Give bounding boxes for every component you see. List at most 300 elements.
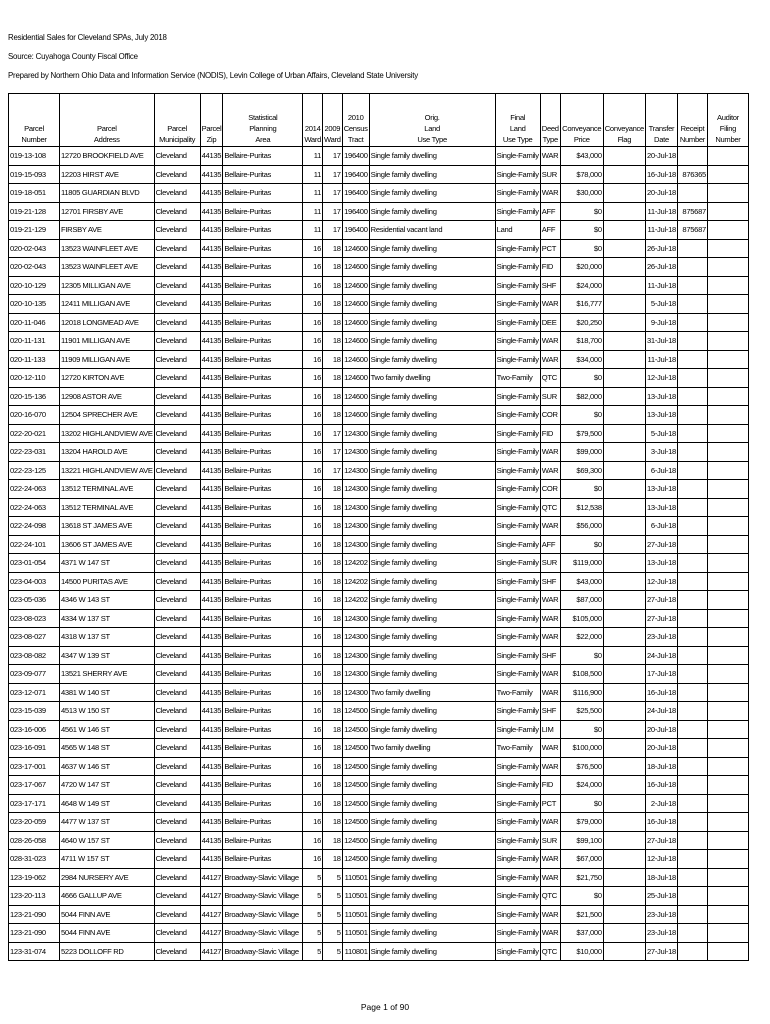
column-header-orig-land-use	[369, 94, 495, 114]
cell-conveyance-price: $100,000	[560, 739, 603, 758]
column-header-transfer-date	[645, 113, 677, 124]
cell-parcel-address: 13204 HAROLD AVE	[60, 443, 155, 462]
table-row	[9, 350, 749, 369]
cell-ward-2009: 18	[323, 276, 343, 295]
cell-parcel-number: 019-18-051	[9, 184, 60, 203]
cell-parcel-number: 020-11-046	[9, 313, 60, 332]
cell-ward-2014: 5	[303, 905, 323, 924]
cell-ward-2014: 16	[303, 498, 323, 517]
cell-planning-area: Bellaire-Puritas	[223, 184, 303, 203]
cell-census-tract: 110501	[342, 887, 369, 906]
column-header-receipt-number	[677, 94, 707, 114]
cell-conveyance-flag	[603, 702, 645, 721]
cell-census-tract: 124500	[342, 720, 369, 739]
cell-deed-type: LIM	[540, 720, 560, 739]
cell-parcel-address: 12504 SPRECHER AVE	[60, 406, 155, 425]
cell-parcel-address: 4477 W 137 ST	[60, 813, 155, 832]
cell-planning-area: Bellaire-Puritas	[223, 498, 303, 517]
header-row	[9, 135, 749, 147]
cell-ward-2014: 16	[303, 443, 323, 462]
cell-parcel-municipality: Cleveland	[154, 369, 200, 388]
cell-planning-area: Bellaire-Puritas	[223, 535, 303, 554]
cell-planning-area: Bellaire-Puritas	[223, 591, 303, 610]
cell-parcel-municipality: Cleveland	[154, 757, 200, 776]
cell-deed-type: WAR	[540, 868, 560, 887]
cell-ward-2009: 18	[323, 720, 343, 739]
cell-receipt-number	[677, 517, 707, 536]
cell-orig-land-use: Single family dwelling	[369, 850, 495, 869]
cell-receipt-number	[677, 887, 707, 906]
table-row	[9, 184, 749, 203]
cell-conveyance-flag	[603, 480, 645, 499]
cell-final-land-use: Single-Family	[495, 831, 540, 850]
cell-deed-type: WAR	[540, 350, 560, 369]
column-header-conveyance-price	[560, 113, 603, 124]
column-header-transfer-date: Transfer	[645, 124, 677, 135]
cell-deed-type: WAR	[540, 147, 560, 166]
column-header-final-land-use: Land	[495, 124, 540, 135]
cell-final-land-use: Single-Family	[495, 202, 540, 221]
cell-ward-2009: 18	[323, 609, 343, 628]
cell-planning-area: Bellaire-Puritas	[223, 332, 303, 351]
cell-conveyance-flag	[603, 905, 645, 924]
cell-conveyance-price: $0	[560, 369, 603, 388]
column-header-final-land-use: Use Type	[495, 135, 540, 147]
cell-transfer-date: 13-Jul-18	[645, 387, 677, 406]
cell-parcel-municipality: Cleveland	[154, 498, 200, 517]
cell-transfer-date: 20-Jul-18	[645, 739, 677, 758]
cell-parcel-zip: 44135	[200, 517, 223, 536]
report-title: Residential Sales for Cleveland SPAs, July 2018	[8, 32, 167, 42]
cell-planning-area: Bellaire-Puritas	[223, 350, 303, 369]
cell-auditor-filing-number	[707, 609, 748, 628]
cell-receipt-number	[677, 572, 707, 591]
cell-parcel-address: 4347 W 139 ST	[60, 646, 155, 665]
column-header-conveyance-flag: Conveyance	[604, 124, 644, 133]
cell-parcel-address: 4648 W 149 ST	[60, 794, 155, 813]
cell-ward-2014: 16	[303, 572, 323, 591]
cell-parcel-number: 123-31-074	[9, 942, 60, 961]
cell-census-tract: 124500	[342, 757, 369, 776]
cell-transfer-date: 24-Jul-18	[645, 646, 677, 665]
column-header-deed-type	[540, 94, 560, 114]
cell-orig-land-use: Single family dwelling	[369, 591, 495, 610]
cell-receipt-number	[677, 702, 707, 721]
cell-transfer-date: 11-Jul-18	[645, 221, 677, 240]
table-row	[9, 369, 749, 388]
cell-receipt-number	[677, 258, 707, 277]
cell-conveyance-price: $22,000	[560, 628, 603, 647]
cell-orig-land-use: Single family dwelling	[369, 776, 495, 795]
cell-auditor-filing-number	[707, 794, 748, 813]
cell-census-tract: 110501	[342, 905, 369, 924]
cell-transfer-date: 27-Jul-18	[645, 609, 677, 628]
cell-final-land-use: Single-Family	[495, 498, 540, 517]
cell-planning-area: Bellaire-Puritas	[223, 165, 303, 184]
cell-final-land-use: Single-Family	[495, 461, 540, 480]
cell-parcel-address: 4381 W 140 ST	[60, 683, 155, 702]
cell-final-land-use: Single-Family	[495, 535, 540, 554]
cell-parcel-zip: 44135	[200, 591, 223, 610]
cell-deed-type: WAR	[540, 295, 560, 314]
cell-conveyance-price: $0	[560, 202, 603, 221]
cell-final-land-use: Single-Family	[495, 165, 540, 184]
column-header-parcel-address: Parcel	[60, 124, 155, 135]
cell-auditor-filing-number	[707, 535, 748, 554]
cell-planning-area: Bellaire-Puritas	[223, 276, 303, 295]
cell-receipt-number	[677, 757, 707, 776]
cell-ward-2014: 16	[303, 683, 323, 702]
cell-parcel-number: 123-21-090	[9, 924, 60, 943]
column-header-deed-type	[540, 113, 560, 124]
cell-planning-area: Bellaire-Puritas	[223, 221, 303, 240]
cell-parcel-zip: 44135	[200, 850, 223, 869]
cell-auditor-filing-number	[707, 757, 748, 776]
page-number: Page 1 of 90	[360, 1002, 410, 1012]
cell-planning-area: Bellaire-Puritas	[223, 572, 303, 591]
cell-conveyance-flag	[603, 498, 645, 517]
cell-conveyance-flag	[603, 628, 645, 647]
cell-deed-type: WAR	[540, 184, 560, 203]
cell-conveyance-price: $76,500	[560, 757, 603, 776]
cell-parcel-number: 020-10-135	[9, 295, 60, 314]
column-header-deed-type: Deed	[541, 124, 559, 133]
cell-ward-2014: 16	[303, 646, 323, 665]
cell-conveyance-flag	[603, 295, 645, 314]
cell-orig-land-use: Single family dwelling	[369, 535, 495, 554]
cell-orig-land-use: Single family dwelling	[369, 813, 495, 832]
cell-parcel-address: 4371 W 147 ST	[60, 554, 155, 573]
cell-auditor-filing-number	[707, 350, 748, 369]
cell-ward-2014: 16	[303, 480, 323, 499]
cell-deed-type: WAR	[540, 591, 560, 610]
cell-orig-land-use: Single family dwelling	[369, 480, 495, 499]
cell-conveyance-price: $99,100	[560, 831, 603, 850]
table-row	[9, 480, 749, 499]
column-header-parcel-zip: Zip	[200, 135, 223, 147]
cell-deed-type: SHF	[540, 646, 560, 665]
cell-ward-2009: 18	[323, 313, 343, 332]
cell-conveyance-flag	[603, 147, 645, 166]
column-header-ward-2009	[323, 94, 343, 114]
table-row	[9, 850, 749, 869]
table-row	[9, 665, 749, 684]
cell-parcel-municipality: Cleveland	[154, 517, 200, 536]
cell-deed-type: WAR	[540, 905, 560, 924]
cell-planning-area: Bellaire-Puritas	[223, 258, 303, 277]
cell-census-tract: 124600	[342, 295, 369, 314]
cell-planning-area: Bellaire-Puritas	[223, 480, 303, 499]
cell-receipt-number	[677, 498, 707, 517]
cell-planning-area: Bellaire-Puritas	[223, 609, 303, 628]
cell-orig-land-use: Single family dwelling	[369, 665, 495, 684]
cell-parcel-municipality: Cleveland	[154, 887, 200, 906]
cell-parcel-municipality: Cleveland	[154, 350, 200, 369]
cell-parcel-address: 4318 W 137 ST	[60, 628, 155, 647]
cell-conveyance-price: $20,000	[560, 258, 603, 277]
cell-auditor-filing-number	[707, 295, 748, 314]
cell-parcel-number: 023-01-054	[9, 554, 60, 573]
cell-conveyance-price: $43,000	[560, 147, 603, 166]
cell-ward-2014: 16	[303, 776, 323, 795]
column-header-final-land-use: Final	[495, 113, 540, 124]
cell-conveyance-flag	[603, 258, 645, 277]
cell-parcel-municipality: Cleveland	[154, 443, 200, 462]
cell-receipt-number	[677, 313, 707, 332]
column-header-orig-land-use: Land	[369, 124, 495, 135]
cell-orig-land-use: Single family dwelling	[369, 942, 495, 961]
cell-ward-2014: 16	[303, 831, 323, 850]
column-header-receipt-number: Receipt	[677, 124, 707, 135]
cell-conveyance-flag	[603, 313, 645, 332]
cell-conveyance-flag	[603, 683, 645, 702]
cell-final-land-use: Single-Family	[495, 850, 540, 869]
cell-ward-2014: 16	[303, 628, 323, 647]
cell-deed-type: SUR	[540, 165, 560, 184]
cell-ward-2009: 18	[323, 683, 343, 702]
cell-deed-type: WAR	[540, 517, 560, 536]
cell-ward-2014: 16	[303, 609, 323, 628]
column-header-transfer-date: Date	[645, 135, 677, 147]
table-row	[9, 757, 749, 776]
cell-conveyance-price: $0	[560, 887, 603, 906]
table-row	[9, 202, 749, 221]
cell-parcel-number: 123-20-113	[9, 887, 60, 906]
cell-auditor-filing-number	[707, 424, 748, 443]
cell-census-tract: 124202	[342, 572, 369, 591]
cell-final-land-use: Single-Family	[495, 609, 540, 628]
cell-final-land-use: Single-Family	[495, 591, 540, 610]
cell-planning-area: Bellaire-Puritas	[223, 794, 303, 813]
table-row	[9, 387, 749, 406]
cell-auditor-filing-number	[707, 776, 748, 795]
cell-final-land-use: Two-Family	[495, 683, 540, 702]
cell-receipt-number	[677, 942, 707, 961]
cell-parcel-number: 022-24-101	[9, 535, 60, 554]
cell-orig-land-use: Single family dwelling	[369, 572, 495, 591]
table-row	[9, 942, 749, 961]
cell-parcel-municipality: Cleveland	[154, 535, 200, 554]
cell-parcel-address: 4637 W 146 ST	[60, 757, 155, 776]
cell-parcel-number: 123-21-090	[9, 905, 60, 924]
table-header	[9, 94, 749, 147]
cell-transfer-date: 20-Jul-18	[645, 147, 677, 166]
cell-conveyance-flag	[603, 887, 645, 906]
column-header-parcel-municipality	[154, 94, 200, 114]
cell-parcel-municipality: Cleveland	[154, 147, 200, 166]
cell-parcel-zip: 44135	[200, 184, 223, 203]
cell-orig-land-use: Single family dwelling	[369, 498, 495, 517]
cell-receipt-number: 875687	[677, 221, 707, 240]
cell-conveyance-flag	[603, 276, 645, 295]
cell-conveyance-price: $99,000	[560, 443, 603, 462]
column-header-parcel-address	[60, 113, 155, 124]
cell-parcel-municipality: Cleveland	[154, 572, 200, 591]
cell-parcel-municipality: Cleveland	[154, 924, 200, 943]
cell-parcel-municipality: Cleveland	[154, 276, 200, 295]
table-row	[9, 591, 749, 610]
cell-parcel-municipality: Cleveland	[154, 313, 200, 332]
cell-census-tract: 124202	[342, 554, 369, 573]
cell-ward-2014: 16	[303, 424, 323, 443]
cell-conveyance-flag	[603, 776, 645, 795]
cell-deed-type: WAR	[540, 628, 560, 647]
cell-auditor-filing-number	[707, 813, 748, 832]
cell-auditor-filing-number	[707, 831, 748, 850]
cell-census-tract: 124600	[342, 332, 369, 351]
cell-parcel-zip: 44135	[200, 369, 223, 388]
cell-parcel-address: 5223 DOLLOFF RD	[60, 942, 155, 961]
cell-census-tract: 124500	[342, 813, 369, 832]
cell-transfer-date: 27-Jul-18	[645, 591, 677, 610]
cell-ward-2009: 18	[323, 480, 343, 499]
cell-parcel-zip: 44135	[200, 443, 223, 462]
column-header-auditor-filing-number: Auditor	[707, 113, 748, 124]
cell-transfer-date: 6-Jul-18	[645, 517, 677, 536]
cell-parcel-municipality: Cleveland	[154, 239, 200, 258]
cell-parcel-municipality: Cleveland	[154, 665, 200, 684]
cell-parcel-address: 12701 FIRSBY AVE	[60, 202, 155, 221]
cell-census-tract: 124600	[342, 276, 369, 295]
cell-parcel-zip: 44135	[200, 554, 223, 573]
cell-census-tract: 124300	[342, 424, 369, 443]
table-row	[9, 313, 749, 332]
cell-deed-type: AFF	[540, 202, 560, 221]
cell-planning-area: Bellaire-Puritas	[223, 424, 303, 443]
cell-planning-area: Broadway-Slavic Village	[223, 942, 303, 961]
sales-table	[8, 93, 749, 961]
cell-parcel-number: 020-12-110	[9, 369, 60, 388]
cell-final-land-use: Single-Family	[495, 702, 540, 721]
header-row	[9, 113, 749, 124]
cell-parcel-zip: 44135	[200, 350, 223, 369]
cell-ward-2014: 11	[303, 202, 323, 221]
table-row	[9, 443, 749, 462]
column-header-parcel-number	[9, 94, 60, 114]
cell-deed-type: AFF	[540, 535, 560, 554]
cell-parcel-zip: 44135	[200, 276, 223, 295]
cell-receipt-number	[677, 776, 707, 795]
header-row	[9, 124, 749, 135]
cell-ward-2014: 16	[303, 554, 323, 573]
table-row	[9, 794, 749, 813]
cell-transfer-date: 12-Jul-18	[645, 850, 677, 869]
table-row	[9, 276, 749, 295]
cell-census-tract: 124202	[342, 591, 369, 610]
table-row	[9, 739, 749, 758]
table-row	[9, 683, 749, 702]
cell-transfer-date: 5-Jul-18	[645, 424, 677, 443]
cell-orig-land-use: Single family dwelling	[369, 165, 495, 184]
cell-receipt-number	[677, 147, 707, 166]
cell-auditor-filing-number	[707, 683, 748, 702]
cell-parcel-zip: 44127	[200, 924, 223, 943]
cell-ward-2014: 16	[303, 702, 323, 721]
cell-receipt-number	[677, 387, 707, 406]
cell-receipt-number	[677, 424, 707, 443]
cell-conveyance-price: $37,000	[560, 924, 603, 943]
table-row	[9, 332, 749, 351]
cell-conveyance-price: $79,000	[560, 813, 603, 832]
cell-conveyance-flag	[603, 424, 645, 443]
cell-census-tract: 196400	[342, 202, 369, 221]
cell-ward-2009: 18	[323, 794, 343, 813]
cell-ward-2009: 18	[323, 535, 343, 554]
cell-auditor-filing-number	[707, 572, 748, 591]
cell-parcel-number: 020-11-133	[9, 350, 60, 369]
column-header-planning-area: Planning	[223, 124, 303, 135]
cell-deed-type: SHF	[540, 572, 560, 591]
table-row	[9, 258, 749, 277]
cell-conveyance-price: $20,250	[560, 313, 603, 332]
cell-planning-area: Bellaire-Puritas	[223, 831, 303, 850]
cell-deed-type: PCT	[540, 239, 560, 258]
cell-planning-area: Bellaire-Puritas	[223, 369, 303, 388]
cell-final-land-use: Single-Family	[495, 720, 540, 739]
column-header-parcel-zip: Parcel	[201, 124, 222, 133]
cell-orig-land-use: Single family dwelling	[369, 461, 495, 480]
column-header-auditor-filing-number: Filing	[707, 124, 748, 135]
table-row	[9, 221, 749, 240]
cell-auditor-filing-number	[707, 276, 748, 295]
cell-conveyance-flag	[603, 868, 645, 887]
cell-parcel-zip: 44135	[200, 813, 223, 832]
column-header-parcel-number	[9, 113, 60, 124]
cell-parcel-municipality: Cleveland	[154, 813, 200, 832]
cell-ward-2014: 5	[303, 868, 323, 887]
cell-conveyance-price: $43,000	[560, 572, 603, 591]
cell-auditor-filing-number	[707, 868, 748, 887]
cell-parcel-number: 020-02-043	[9, 239, 60, 258]
cell-planning-area: Bellaire-Puritas	[223, 313, 303, 332]
cell-receipt-number	[677, 406, 707, 425]
cell-conveyance-price: $21,750	[560, 868, 603, 887]
cell-receipt-number	[677, 239, 707, 258]
cell-orig-land-use: Single family dwelling	[369, 350, 495, 369]
cell-parcel-municipality: Cleveland	[154, 850, 200, 869]
cell-parcel-address: 13606 ST JAMES AVE	[60, 535, 155, 554]
cell-transfer-date: 11-Jul-18	[645, 276, 677, 295]
cell-ward-2009: 18	[323, 554, 343, 573]
cell-ward-2009: 17	[323, 165, 343, 184]
cell-conveyance-price: $30,000	[560, 184, 603, 203]
cell-parcel-number: 020-15-136	[9, 387, 60, 406]
cell-conveyance-price: $12,538	[560, 498, 603, 517]
column-header-receipt-number: Number	[677, 135, 707, 147]
cell-census-tract: 124300	[342, 535, 369, 554]
cell-conveyance-price: $24,000	[560, 776, 603, 795]
cell-parcel-number: 019-13-108	[9, 147, 60, 166]
cell-conveyance-price: $0	[560, 720, 603, 739]
cell-ward-2009: 17	[323, 202, 343, 221]
column-header-parcel-municipality: Parcel	[154, 124, 200, 135]
cell-conveyance-flag	[603, 406, 645, 425]
cell-parcel-zip: 44127	[200, 868, 223, 887]
cell-final-land-use: Single-Family	[495, 942, 540, 961]
cell-auditor-filing-number	[707, 628, 748, 647]
cell-auditor-filing-number	[707, 165, 748, 184]
cell-ward-2009: 18	[323, 702, 343, 721]
cell-receipt-number	[677, 905, 707, 924]
cell-parcel-address: 12203 HIRST AVE	[60, 165, 155, 184]
cell-deed-type: FID	[540, 776, 560, 795]
cell-ward-2014: 16	[303, 313, 323, 332]
cell-receipt-number	[677, 739, 707, 758]
column-header-receipt-number	[677, 113, 707, 124]
cell-parcel-number: 020-02-043	[9, 258, 60, 277]
cell-ward-2009: 18	[323, 239, 343, 258]
cell-final-land-use: Single-Family	[495, 313, 540, 332]
